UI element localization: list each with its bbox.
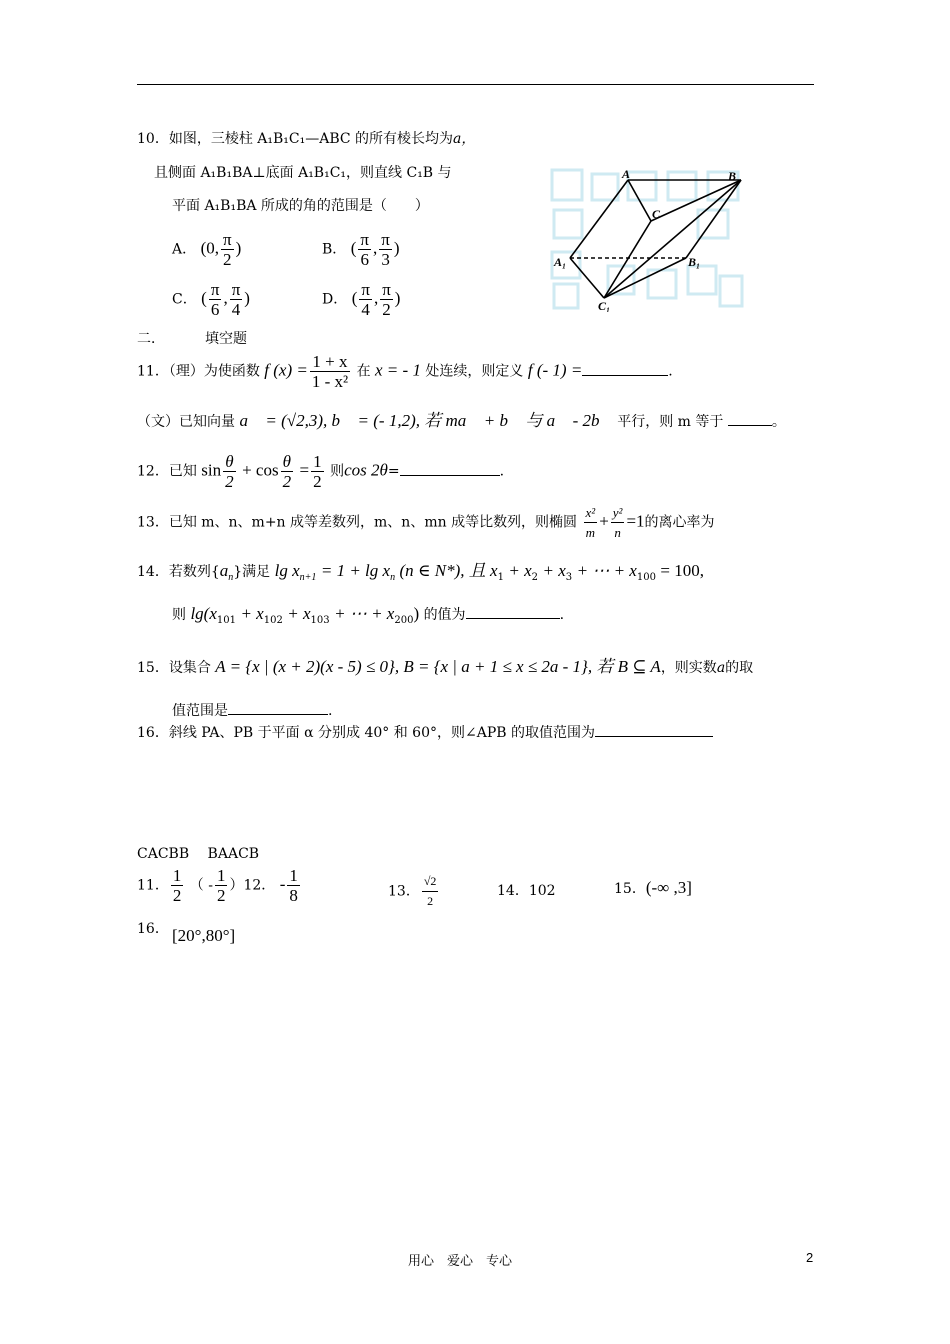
answer-16: [20°,80°] — [172, 926, 236, 945]
q10-option-a: A． (0, $\frac{\pi}{2}$ ) — [172, 230, 242, 269]
answer-13: 13． $\frac{√2}{2}$ — [388, 874, 437, 908]
q14-line1: 14．若数列$\{a_n\}$满足 $\lg x_{n+1} = 1 + \lg x_n$ (n ∈ N*), 且 $x_1 + x_2 + x_3$ + ⋯ + $x_{100} = 100$, — [137, 561, 704, 583]
q16-answer-blank[interactable] — [595, 722, 713, 737]
q10-option-c: C． ( $\frac{\pi}{6}$ , $\frac{\pi}{4}$ ) — [172, 280, 250, 319]
q10-line1: 10．如图，三棱柱 A₁B₁C₁—ABC 的所有棱长均为a， — [137, 131, 476, 147]
q11-wen: （文）已知向量 a⃗ = (√2,3), b⃗ = (- 1,2), 若 ma⃗ + b⃗ 与 a⃗ - 2b⃗ 平行，则 m 等于 。 — [137, 411, 786, 430]
watermark-pattern — [552, 170, 742, 308]
q12: 12．已知 sin $\frac{\theta}{2}$ + cos $\frac{\theta}{2}$ = $\frac{1}{2}$ 则cos 2θ= . — [137, 452, 505, 491]
answer-14: 14．102 — [497, 883, 556, 899]
q14-answer-blank[interactable] — [466, 604, 560, 619]
section-heading: 二． 填空题 — [137, 331, 247, 347]
label-B: B — [728, 169, 737, 183]
answers-row: 11． $\frac{1}{2}$ （ - $\frac{1}{2}$ ）12． - $\frac{1}{8}$ — [137, 866, 298, 905]
prism-figure — [548, 166, 746, 312]
label-C: C — [652, 207, 661, 221]
footer-motto: 用心 爱心 专心 — [408, 1254, 513, 1269]
q10-option-d: D． ( $\frac{\pi}{4}$ , $\frac{\pi}{2}$ ) — [322, 280, 401, 319]
edge-AA1 — [570, 180, 628, 258]
q10-line2: 且侧面 A₁B₁BA⊥底面 A₁B₁C₁，则直线 C₁B 与 — [154, 165, 452, 181]
q15-answer-blank[interactable] — [228, 700, 328, 715]
q13: 13．已知 m、n、m+n 成等差数列，m、n、mn 成等比数列，则椭圆 $\frac{\text{x²}}{m}$ + $\frac{\text{y²}}{n}$ =1的离心率为 — [137, 505, 715, 540]
answer-16-label: 16． — [137, 921, 169, 937]
q10-line3: 平面 A₁B₁BA 所成的角的范围是（ ） — [172, 198, 429, 214]
q16: 16．斜线 PA、PB 于平面 α 分别成 40° 和 60°，则∠APB 的取值范围为 — [137, 722, 713, 742]
q14-line2: 则 $\lg(x_{101} + x_{102} + x_{103}$ + ⋯ + $x_{200}$) 的值为 . — [172, 604, 565, 626]
q11: 11．（理）为使函数 f (x) = $\frac{1 + x}{\text{1 - x²}}$ 在 x = - 1 处连续，则定义 f (- 1) = . — [137, 352, 673, 391]
q12-answer-blank[interactable] — [400, 461, 500, 476]
label-A: A — [622, 167, 631, 181]
q10-option-b: B． ( $\frac{\pi}{6}$ , $\frac{\pi}{3}$ ) — [322, 230, 400, 269]
q11w-answer-blank[interactable] — [728, 411, 772, 426]
q11-answer-blank[interactable] — [582, 361, 668, 376]
q10-var-a: a， — [453, 131, 476, 147]
label-C1: C₁ — [598, 299, 611, 312]
page-number: 2 — [806, 1250, 814, 1265]
q15-line2: 值范围是 . — [172, 700, 332, 720]
answers-choices: CACBB BAACB — [137, 846, 260, 862]
label-A1: A₁ — [554, 255, 567, 269]
label-B1: B₁ — [688, 255, 701, 269]
answer-15: 15．(-∞ ,3] — [614, 878, 692, 897]
q15-line1: 15．设集合 A = {x | (x + 2)(x - 5) ≤ 0}, B = {x | a + 1 ≤ x ≤ 2a - 1}, 若 B ⊆ A，则实数a的取 — [137, 657, 754, 676]
header-rule — [137, 84, 814, 85]
